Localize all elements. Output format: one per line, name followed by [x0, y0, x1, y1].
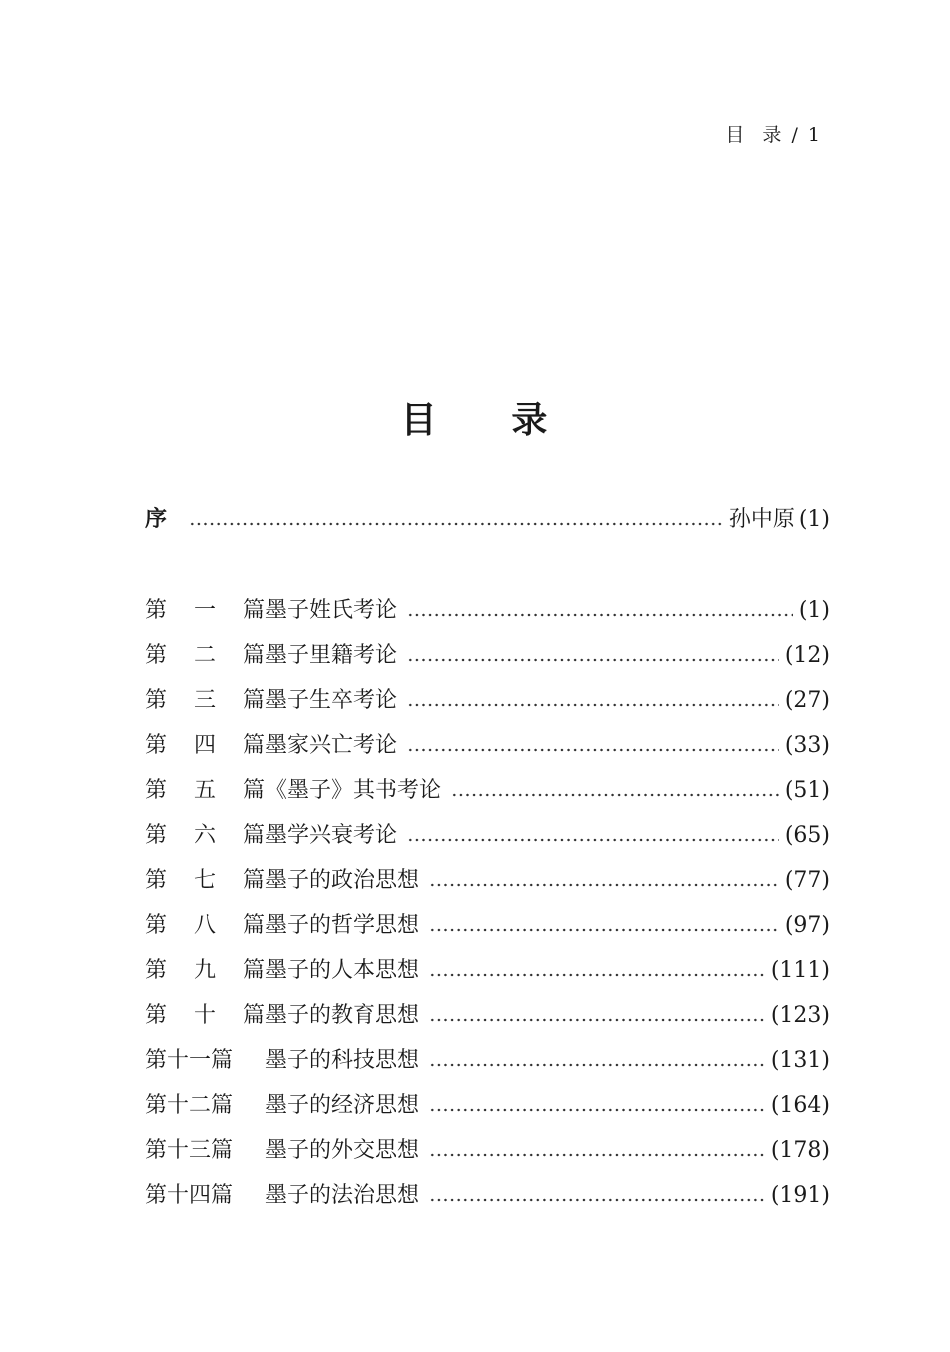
- dot-leader: [429, 928, 779, 932]
- chapter-number-char: 第: [145, 643, 168, 668]
- chapter-number: [145, 956, 265, 986]
- toc-page-number: (33): [784, 733, 830, 758]
- chapter-number-char: 第: [145, 778, 168, 803]
- toc-entry[interactable]: [145, 731, 830, 761]
- chapter-number: [145, 911, 265, 941]
- chapter-number-char: 第十三篇: [145, 1138, 234, 1163]
- dot-leader: [451, 793, 779, 797]
- chapter-number-char: 篇: [242, 643, 265, 668]
- toc-entry[interactable]: [145, 1181, 830, 1211]
- toc-page-number: (191): [770, 1183, 830, 1208]
- chapter-number: [145, 596, 265, 626]
- chapter-title: 墨子里籍考论: [265, 643, 398, 668]
- dot-leader: [429, 1063, 765, 1067]
- chapter-number-char: 八: [193, 913, 216, 938]
- chapter-number-char: 第十一篇: [145, 1048, 234, 1073]
- chapter-number-char: 第: [145, 868, 168, 893]
- toc-entry[interactable]: [145, 956, 830, 986]
- chapter-number-char: 篇: [242, 913, 265, 938]
- chapter-title: 墨子生卒考论: [265, 688, 398, 713]
- chapter-number-char: 篇: [242, 598, 265, 623]
- toc-page-number: (111): [770, 958, 830, 983]
- chapter-number-char: 第: [145, 913, 168, 938]
- chapter-number-char: 第: [145, 733, 168, 758]
- dot-leader: [429, 1153, 765, 1157]
- dot-leader: [429, 1018, 765, 1022]
- chapter-number: [145, 1136, 265, 1166]
- chapter-number-char: 五: [193, 778, 216, 803]
- chapter-number-char: 十: [193, 1003, 216, 1028]
- chapter-number-char: 第: [145, 823, 168, 848]
- dot-leader: [189, 522, 723, 526]
- toc-page-number: (131): [770, 1048, 830, 1073]
- chapter-number-char: 篇: [242, 733, 265, 758]
- toc-page-number: (12): [784, 643, 830, 668]
- chapter-number-char: 篇: [242, 958, 265, 983]
- chapter-number-char: 篇: [242, 868, 265, 893]
- chapter-title: 墨家兴亡考论: [265, 733, 398, 758]
- toc-page-number: (164): [770, 1093, 830, 1118]
- chapter-number-char: 第: [145, 688, 168, 713]
- chapter-number: [145, 866, 265, 896]
- toc-entry[interactable]: [145, 776, 830, 806]
- toc-entry[interactable]: [145, 866, 830, 896]
- chapter-number-char: 篇: [242, 1003, 265, 1028]
- toc-page-number: (1): [798, 507, 830, 532]
- chapter-number-char: 一: [193, 598, 216, 623]
- toc-page-number: (77): [784, 868, 830, 893]
- chapter-number: [145, 1091, 265, 1121]
- dot-leader: [407, 838, 779, 842]
- chapter-title: 墨学兴衰考论: [265, 823, 398, 848]
- chapter-number-char: 篇: [242, 778, 265, 803]
- chapter-number: [145, 686, 265, 716]
- toc-page-number: (27): [784, 688, 830, 713]
- toc-entry[interactable]: [145, 821, 830, 851]
- chapter-number: [145, 641, 265, 671]
- chapter-title: 墨子的教育思想: [265, 1003, 420, 1028]
- chapter-number-char: 七: [193, 868, 216, 893]
- toc-entry[interactable]: [145, 1136, 830, 1166]
- chapter-title: 墨子的人本思想: [265, 958, 420, 983]
- chapter-number: [145, 1046, 265, 1076]
- chapter-number-char: 篇: [242, 823, 265, 848]
- toc-entry[interactable]: [145, 911, 830, 941]
- toc-entry[interactable]: [145, 1091, 830, 1121]
- toc-page-number: (1): [798, 598, 830, 623]
- toc-entry[interactable]: [145, 686, 830, 716]
- toc-entry[interactable]: [145, 1001, 830, 1031]
- chapter-number-char: 四: [193, 733, 216, 758]
- toc-entry[interactable]: [145, 1046, 830, 1076]
- toc-page-number: (65): [784, 823, 830, 848]
- chapter-title: 《墨子》其书考论: [265, 778, 442, 803]
- toc-entry[interactable]: [145, 596, 830, 626]
- chapter-number: [145, 1001, 265, 1031]
- chapter-title: 墨子的政治思想: [265, 868, 420, 893]
- chapter-title: 墨子的经济思想: [265, 1093, 420, 1118]
- running-header: 目 录 / 1: [725, 124, 822, 146]
- chapter-number: [145, 776, 265, 806]
- dot-leader: [407, 658, 779, 662]
- chapter-title: 墨子姓氏考论: [265, 598, 398, 623]
- toc-entry[interactable]: [145, 641, 830, 671]
- dot-leader: [407, 613, 793, 617]
- dot-leader: [429, 973, 765, 977]
- toc-page-number: (51): [784, 778, 830, 803]
- chapter-number-char: 第: [145, 958, 168, 983]
- dot-leader: [429, 883, 779, 887]
- chapter-number-char: 第: [145, 598, 168, 623]
- chapter-title: 墨子的科技思想: [265, 1048, 420, 1073]
- chapter-title: 墨子的外交思想: [265, 1138, 420, 1163]
- preface-author: 孙中原: [728, 507, 795, 532]
- chapter-number-char: 第十四篇: [145, 1183, 234, 1208]
- toc-page-number: (97): [784, 913, 830, 938]
- toc-entry-preface[interactable]: [145, 505, 830, 535]
- dot-leader: [407, 703, 779, 707]
- chapter-number-char: 第十二篇: [145, 1093, 234, 1118]
- dot-leader: [407, 748, 779, 752]
- chapter-number-char: 九: [193, 958, 216, 983]
- page-title: 目 录: [400, 400, 550, 441]
- chapter-number-char: 二: [193, 643, 216, 668]
- dot-leader: [429, 1198, 765, 1202]
- dot-leader: [429, 1108, 765, 1112]
- chapter-title: 墨子的法治思想: [265, 1183, 420, 1208]
- chapter-title: 墨子的哲学思想: [265, 913, 420, 938]
- toc-page-number: (123): [770, 1003, 830, 1028]
- chapter-number-char: 篇: [242, 688, 265, 713]
- chapter-number: [145, 731, 265, 761]
- chapter-number-char: 六: [193, 823, 216, 848]
- chapter-number: [145, 1181, 265, 1211]
- chapter-number-char: 三: [193, 688, 216, 713]
- preface-label: 序: [145, 507, 168, 532]
- chapter-number-char: 第: [145, 1003, 168, 1028]
- toc-page-number: (178): [770, 1138, 830, 1163]
- chapter-number: [145, 821, 265, 851]
